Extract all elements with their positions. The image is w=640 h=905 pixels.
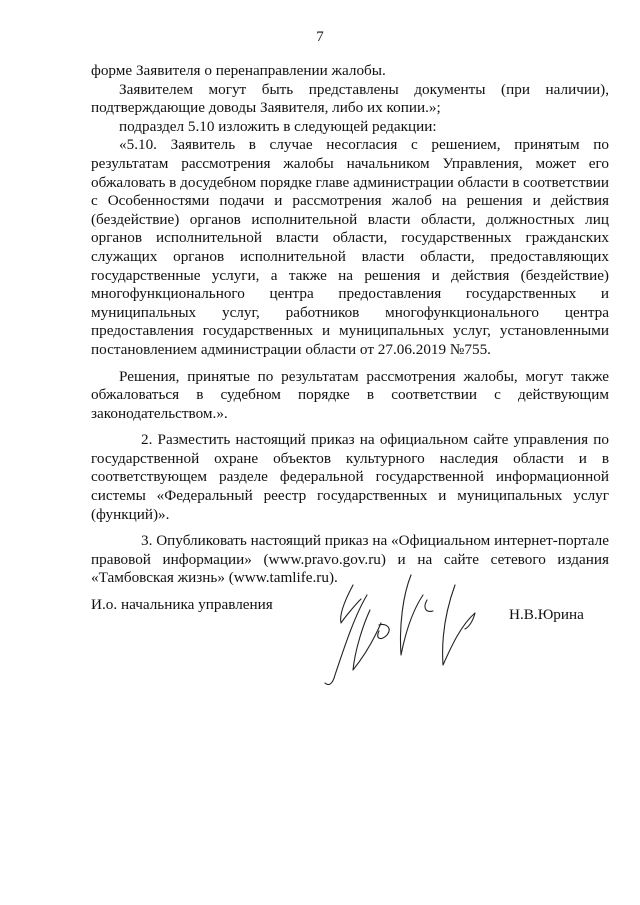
paragraph-subsection-intro: подраздел 5.10 изложить в следующей редакции:: [119, 117, 437, 135]
handwritten-signature: [315, 555, 515, 705]
signatory-name: Н.В.Юрина: [509, 606, 584, 623]
page-number: 7: [316, 29, 324, 45]
paragraph-item-2: 2. Разместить настоящий приказ на официальном сайте управления по государственной охране объектов культурного наследия области и в соответствующем разделе федеральной государственной информационной системы «Федеральный реестр государственных и муниципальных услуг (функций)».: [91, 431, 609, 523]
paragraph-continuation: форме Заявителя о перенаправлении жалобы.: [91, 62, 386, 79]
paragraph-5-10: «5.10. Заявитель в случае несогласия с решением, принятым по результатам рассмотрения жалобы начальником Управления, может его обжаловать в досудебном порядке главе администрации области в соответствии с Особенностями подачи и рассмотрения жалоб на решения и действия (бездействие) органов исполнительной власти области, должностных лиц органов исполнительной власти области, государственных гражданских служащих органов исполнительной власти области, предоставляющих государственные услуги, а также на решения и действия (бездействие) многофункционального центра предоставления государственных и муниципальных услуг, работников многофункционального центра предоставления государственных и муниципальных услуг, установленными постановлением администрации области от 27.06.2019 №755.: [91, 136, 609, 358]
paragraph-item-3: 3. Опубликовать настоящий приказ на «Официальном интернет-портале правовой информации» (www.pravo.gov.ru) и на сайте сетевого издания «Тамбовская жизнь» (www.tamlife.ru).: [91, 532, 609, 587]
document-body: [91, 62, 609, 588]
signatory-position: И.о. начальника управления: [91, 596, 273, 613]
paragraph-documents: Заявителем могут быть представлены документы (при наличии), подтверждающие доводы Заявителя, либо их копии.»;: [91, 80, 609, 117]
paragraph-court-appeal: Решения, принятые по результатам рассмотрения жалобы, могут также обжаловаться в судебном порядке в соответствии с действующим законодательством.».: [91, 367, 609, 422]
